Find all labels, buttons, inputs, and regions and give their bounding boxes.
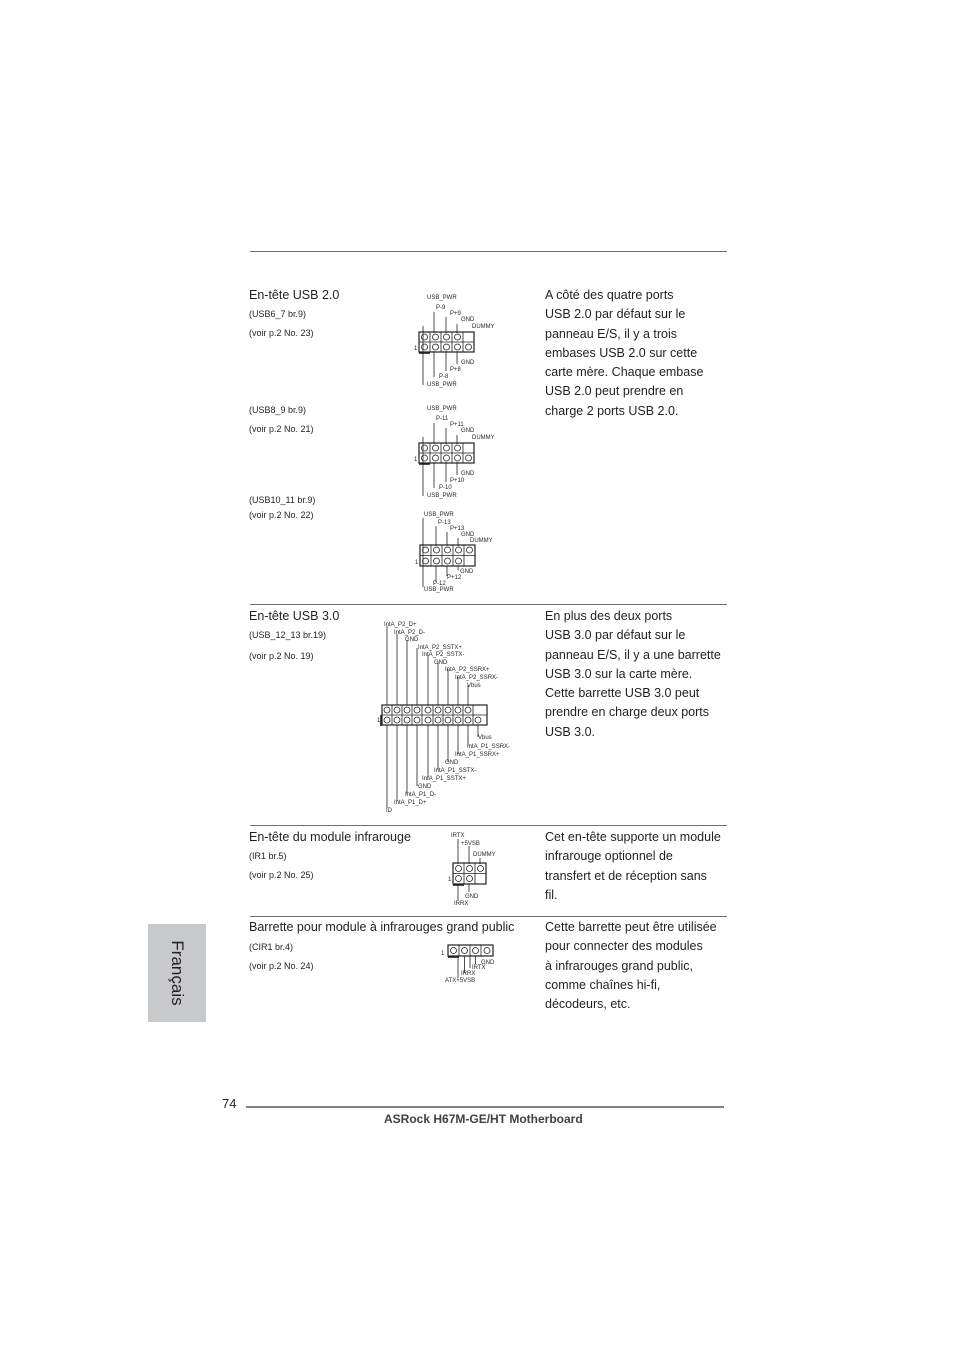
usb30-desc-line: USB 3.0 par défaut sur le [545,628,686,643]
usb30-name: (USB_12_13 br.19) [249,630,327,640]
usb67-pin-usb-pwr-bottom: USB_PWR [427,382,457,388]
cir-pinout-diagram [438,940,518,988]
usb1011-pin-gnd-bottom: GND [460,569,474,575]
usb30-pin-p1-d-: IntA_P1_D- [405,792,437,798]
cir-pin-atx-5vsb: ATX+5VSB [445,978,476,984]
ir-pin-dummy: DUMMY [473,852,496,858]
section-divider [250,604,727,605]
usb89-pin-gnd-top: GND [461,428,475,434]
usb67-pin-p+8: P+8 [450,367,461,373]
usb30-pin-gnd-top-1: GND [405,637,419,643]
usb30-pin-gnd-bottom-2: GND [418,784,432,790]
usb89-pinout-diagram [410,401,520,501]
usb20-desc-line: panneau E/S, il y a trois [545,326,678,341]
section-divider [250,916,727,917]
usb1011-pin-gnd-top: GND [461,532,475,538]
usb1011-ref: (voir p.2 No. 22) [249,510,314,520]
ir-pin-gnd: GND [465,894,479,900]
top-rule [250,251,727,252]
ir-ref: (voir p.2 No. 25) [249,870,314,880]
language-side-tab [148,924,206,1022]
cir-desc-line: Cette barrette peut être utilisée [545,920,717,934]
usb67-pinout-diagram [410,290,520,390]
usb30-desc-line: prendre en charge deux ports [545,705,709,720]
usb30-desc-line: panneau E/S, il y a une barrette [545,647,721,662]
usb30-ref: (voir p.2 No. 19) [249,651,314,661]
usb20-desc-line: A côté des quatre ports [545,288,674,302]
cir-pin-irtx: IRTX [472,965,486,971]
usb1011-pin-p-12: P-12 [433,581,446,587]
usb20-desc-line: embases USB 2.0 sur cette [545,345,698,360]
ir-pin1-marker: 1 [448,877,452,883]
usb30-pin-vbus-bottom: Vbus [478,735,492,741]
usb67-pin-usb-pwr-top: USB_PWR [427,295,457,301]
usb89-pin-usb-pwr-top: USB_PWR [427,406,457,412]
usb67-pin-gnd-bottom: GND [461,360,475,366]
usb30-pin-vbus-top: Vbus [467,683,481,689]
usb89-name: (USB8_9 br.9) [249,405,307,415]
section-divider [250,825,727,826]
usb89-pin-p+11: P+11 [450,422,464,428]
usb30-description [545,607,730,742]
usb30-pin-p2-d+: IntA_P2_D+ [384,622,417,628]
cir-pin-gnd: GND [481,960,495,966]
cir-desc-line: comme chaînes hi-fi, [545,977,661,992]
ir-desc-line: infrarouge optionnel de [545,849,673,864]
usb1011-pin-usb-pwr-bottom: USB_PWR [424,587,454,593]
ir-desc-line: fil. [545,887,558,902]
usb30-pin-p2-ssrx-: IntA_P2_SSRX- [455,675,499,681]
usb30-title: En-tête USB 3.0 [249,609,340,623]
ir-pinout-diagram [444,830,524,910]
usb30-pinout-diagram [378,618,528,814]
usb30-desc-line: USB 3.0. [545,724,596,739]
usb20-desc-line: carte mère. Chaque embase [545,365,704,380]
usb30-desc-line: Cette barrette USB 3.0 peut [545,686,700,701]
cir-pin-irrx: IRRX [461,971,476,977]
usb30-desc-line: USB 3.0 sur la carte mère. [545,666,693,681]
usb30-pin-p2-sstx-: IntA_P2_SSTX- [422,652,465,658]
usb30-pin-p1-d+: IntA_P1_D+ [394,800,427,806]
usb20-desc-line: charge 2 ports USB 2.0. [545,403,679,418]
footer-title: ASRock H67M-GE/HT Motherboard [384,1112,583,1126]
usb30-pin-p1-ssrx-: IntA_P1_SSRX- [467,744,511,750]
usb30-pin-gnd-bottom-1: GND [445,760,459,766]
usb30-pin-p2-ssrx+: IntA_P2_SSRX+ [445,667,490,673]
ir-desc-line: Cet en-tête supporte un module [545,830,721,844]
usb1011-pin-usb-pwr-top: USB_PWR [424,512,454,518]
usb20-desc-line: USB 2.0 par défaut sur le [545,307,686,322]
usb1011-pin-dummy: DUMMY [470,538,493,544]
usb67-ref: (voir p.2 No. 23) [249,328,314,338]
cir-description [545,918,735,1014]
usb89-ref: (voir p.2 No. 21) [249,424,314,434]
usb20-description [545,286,730,421]
page-number: 74 [222,1096,237,1111]
usb1011-pin1-marker: 1 [415,560,419,566]
ir-description [545,828,735,905]
usb89-pin-p+10: P+10 [450,478,465,484]
ir-desc-line: transfert et de réception sans [545,868,707,883]
usb30-pin-gnd-top-2: GND [434,660,448,666]
ir-title: En-tête du module infrarouge [249,830,411,844]
usb20-desc-line: USB 2.0 peut prendre en [545,384,684,399]
ir-name: (IR1 br.5) [249,851,287,861]
usb30-pin-id: ID [386,808,392,814]
language-label: Français [168,940,187,1006]
usb30-pin-p2-d-: IntA_P2_D- [394,630,426,636]
usb89-pin-gnd-bottom: GND [461,471,475,477]
usb67-pin-p+9: P+9 [450,311,461,317]
usb1011-name: (USB10_11 br.9) [249,495,316,505]
footer-rule [246,1106,724,1108]
cir-desc-line: décodeurs, etc. [545,997,631,1012]
cir-desc-line: pour connecter des modules [545,939,703,954]
ir-pin-irtx: IRTX [451,833,465,839]
usb30-pin-p1-sstx-: IntA_P1_SSTX- [434,768,477,774]
usb1011-pinout-diagram [410,508,520,596]
cir-ref: (voir p.2 No. 24) [249,961,314,971]
ir-pin-5vsb: +5VSB [461,841,480,847]
usb30-pin1-marker: 1 [377,718,381,724]
usb30-pin-p2-sstx+: IntA_P2_SSTX+ [418,645,462,651]
usb67-pin-p-9: P-9 [436,305,446,311]
usb67-pin-gnd-top: GND [461,317,475,323]
usb89-pin-dummy: DUMMY [472,435,495,441]
usb20-title: En-tête USB 2.0 [249,288,340,302]
usb30-desc-line: En plus des deux ports [545,609,673,623]
usb1011-pin-p+12: P+12 [447,575,462,581]
ir-pin-irrx: IRRX [454,901,469,907]
usb67-pin-dummy: DUMMY [472,324,495,330]
usb1011-pin-p-13: P-13 [438,520,451,526]
usb1011-pin-p+13: P+13 [450,526,465,532]
usb67-pin1-marker: 1 [414,346,418,352]
cir-desc-line: à infrarouges grand public, [545,958,694,973]
usb30-pin-p1-sstx+: IntA_P1_SSTX+ [422,776,466,782]
usb67-pin-p-8: P-8 [439,374,449,380]
usb89-pin-p-11: P-11 [436,416,449,422]
usb89-pin1-marker: 1 [414,457,418,463]
usb89-pin-p-10: P-10 [439,485,452,491]
usb30-pin-p1-ssrx+: IntA_P1_SSRX+ [455,752,500,758]
cir-title: Barrette pour module à infrarouges grand public [249,920,515,934]
usb89-pin-usb-pwr-bottom: USB_PWR [427,493,457,499]
cir-pin1-marker: 1 [441,951,445,957]
cir-name: (CIR1 br.4) [249,942,294,952]
usb67-name: (USB6_7 br.9) [249,309,307,319]
